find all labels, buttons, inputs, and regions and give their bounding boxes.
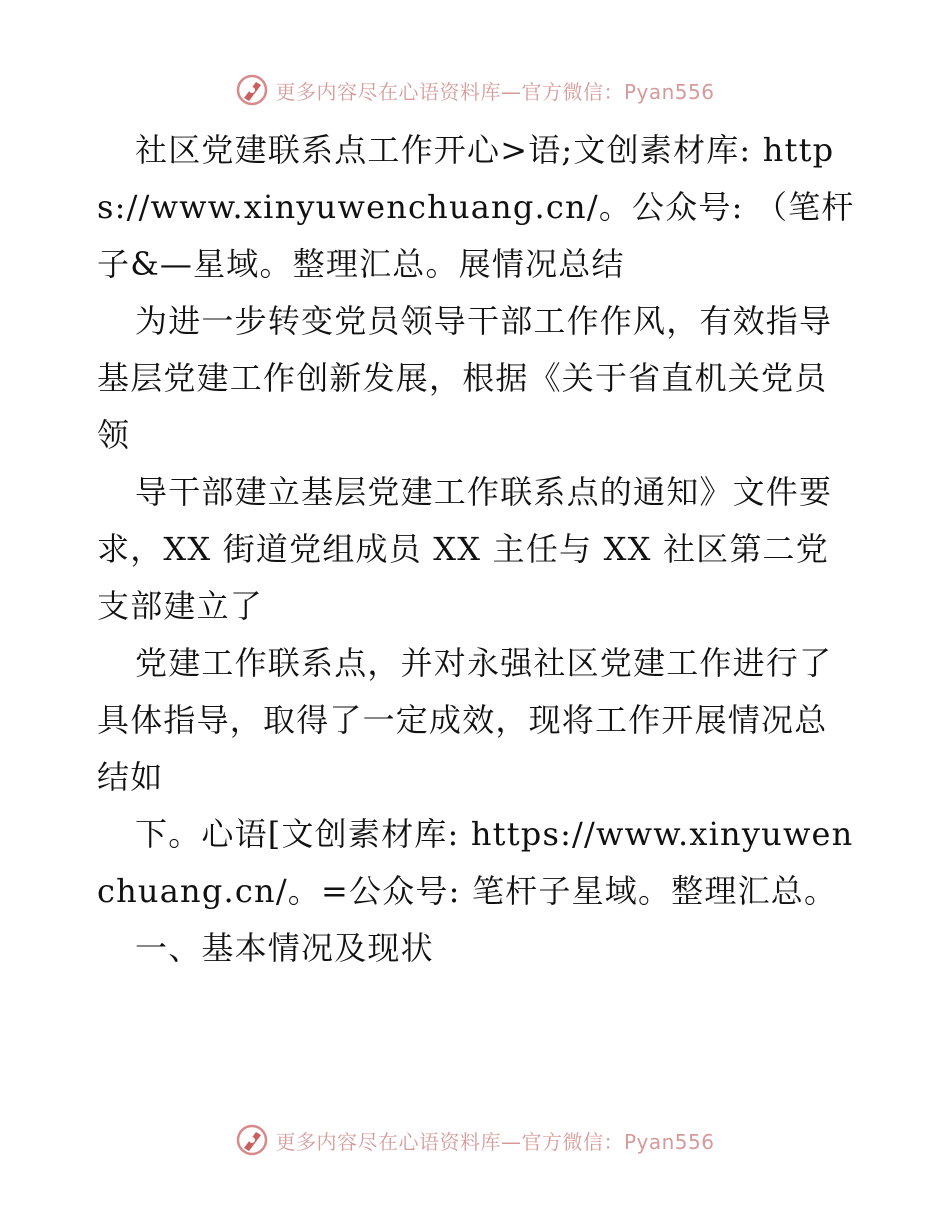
document-body <box>97 122 857 977</box>
paragraph-2: 为进一步转变党员领导干部工作作风，有效指导基层党建工作创新发展，根据《关于省直机关党员领 <box>97 302 833 454</box>
paragraph-3: 导干部建立基层党建工作联系点的通知》文件要求，XX 街道党组成员 XX 主任与 XX 社区第二党支部建立了 <box>97 473 833 625</box>
section-heading: 一、基本情况及现状 <box>135 929 434 967</box>
header-watermark <box>0 70 950 110</box>
paragraph-5: 下。心语[文创素材库: https://www.xinyuwenchuang.cn/。=公众号: 笔杆子星域。整理汇总。 <box>97 815 854 910</box>
footer-watermark <box>0 1120 950 1160</box>
watermark-text: 更多内容尽在心语资料库—官方微信：Pyan556 <box>275 79 715 104</box>
paragraph-1: 社区党建联系点工作开心>语;文创素材库: https://www.xinyuwenchuang.cn/。公众号: （笔杆子&—星域。整理汇总。展情况总结 <box>97 131 855 283</box>
paragraph-4: 党建工作联系点，并对永强社区党建工作进行了具体指导，取得了一定成效，现将工作开展情况总结如 <box>97 644 833 796</box>
pen-nib-icon <box>235 73 269 107</box>
pen-nib-icon <box>235 1123 269 1157</box>
watermark-text: 更多内容尽在心语资料库—官方微信：Pyan556 <box>275 1129 715 1154</box>
